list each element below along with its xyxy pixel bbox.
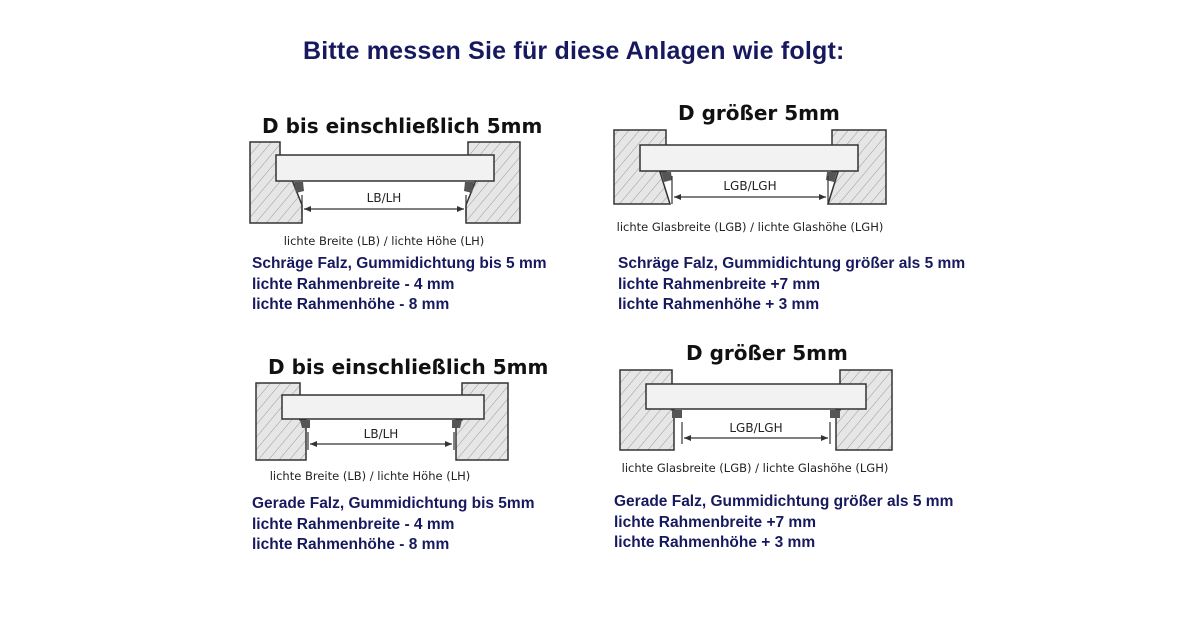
frame-right: [466, 142, 520, 223]
description-line: Schräge Falz, Gummidichtung größer als 5 mm: [618, 255, 966, 272]
diagram-slanted-rebate-large-seal: [614, 98, 904, 243]
figure-title: D bis einschließlich 5mm: [268, 355, 549, 379]
section-drawing: [614, 98, 904, 243]
figure-title: D bis einschließlich 5mm: [262, 114, 543, 138]
description-line: lichte Rahmenhöhe - 8 mm: [252, 296, 450, 313]
description-line: lichte Rahmenhöhe - 8 mm: [252, 536, 450, 553]
dimension-label: LGB/LGH: [723, 179, 777, 193]
description-line: Schräge Falz, Gummidichtung bis 5 mm: [252, 255, 547, 272]
diagram-straight-rebate-small-seal: [256, 350, 549, 490]
dimension-label: LB/LH: [363, 427, 399, 441]
figure-caption: lichte Breite (LB) / lichte Höhe (LH): [269, 469, 471, 483]
section-drawing: [256, 350, 549, 490]
page-heading: Bitte messen Sie für diese Anlagen wie folgt:: [303, 37, 845, 65]
description-line: lichte Rahmenbreite - 4 mm: [252, 275, 455, 293]
figure-caption: lichte Glasbreite (LGB) / lichte Glashöhe (LGH): [621, 461, 889, 475]
section-drawing: [616, 338, 906, 483]
glass-pane: [640, 145, 858, 171]
frame-right: [836, 370, 892, 450]
figure-title: D größer 5mm: [686, 341, 848, 365]
description-line: lichte Rahmenhöhe + 3 mm: [618, 296, 820, 313]
description-line: lichte Rahmenbreite - 4 mm: [252, 515, 455, 533]
description-line: lichte Rahmenbreite +7 mm: [618, 275, 820, 293]
description-line: lichte Rahmenhöhe + 3 mm: [614, 534, 816, 551]
figure-caption: lichte Glasbreite (LGB) / lichte Glashöhe (LGH): [616, 220, 884, 234]
description-straight-rebate-large-seal: [614, 492, 953, 554]
section-drawing: [250, 105, 543, 255]
description-line: Gerade Falz, Gummidichtung größer als 5 mm: [614, 493, 954, 510]
glass-pane: [282, 395, 484, 419]
seal-left: [672, 410, 682, 418]
dimension-label: LGB/LGH: [729, 421, 783, 435]
dimension-label: LB/LH: [366, 191, 402, 205]
description-slanted-rebate-large-seal: [618, 254, 965, 316]
glass-pane: [276, 155, 494, 181]
figure-caption: lichte Breite (LB) / lichte Höhe (LH): [283, 234, 485, 248]
diagram-straight-rebate-large-seal: [616, 338, 906, 483]
figure-title: D größer 5mm: [678, 101, 840, 125]
description-slanted-rebate-small-seal: [252, 254, 547, 316]
description-line: Gerade Falz, Gummidichtung bis 5mm: [252, 495, 535, 512]
glass-pane: [646, 384, 866, 409]
description-straight-rebate-small-seal: [252, 494, 535, 556]
seal-right: [830, 410, 840, 418]
diagram-slanted-rebate-small-seal: [250, 105, 543, 255]
description-line: lichte Rahmenbreite +7 mm: [614, 513, 816, 531]
frame-left: [620, 370, 674, 450]
